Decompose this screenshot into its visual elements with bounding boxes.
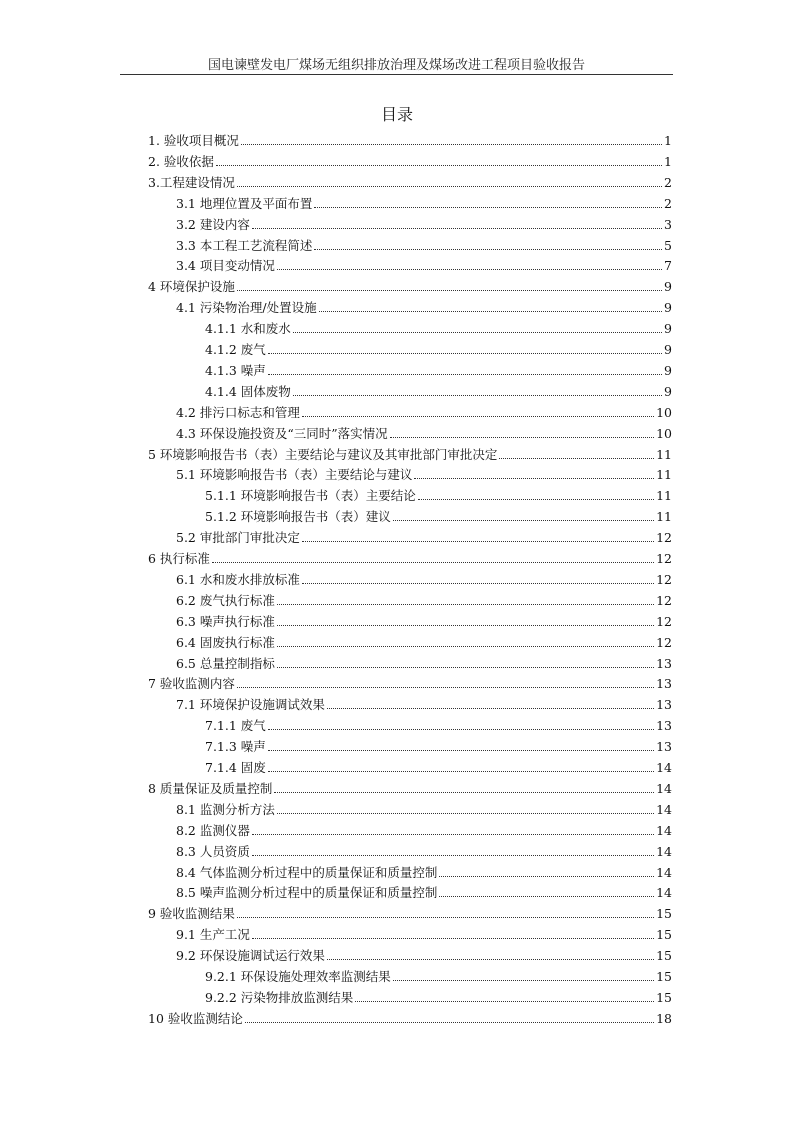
toc-entry-page: 13 — [656, 718, 672, 734]
toc-entry[interactable] — [176, 233, 672, 253]
toc-entry[interactable] — [176, 797, 672, 817]
toc-entry-page: 12 — [656, 571, 672, 587]
toc-entry-label: 3.3 本工程工艺流程简述 — [176, 237, 313, 253]
toc-entry-page: 12 — [656, 551, 672, 566]
toc-entry-label: 6.4 固废执行标准 — [176, 634, 275, 650]
toc-leader-dots — [302, 541, 654, 542]
toc-leader-dots — [268, 750, 654, 751]
toc-entry-page: 11 — [656, 467, 672, 483]
toc-entry[interactable] — [176, 400, 672, 420]
toc-entry[interactable] — [176, 462, 672, 482]
toc-entry[interactable] — [148, 442, 672, 462]
toc-entry-page: 12 — [656, 530, 672, 546]
toc-entry[interactable] — [176, 651, 672, 671]
toc-entry-page: 14 — [656, 843, 672, 859]
toc-entry[interactable] — [176, 880, 672, 900]
toc-entry-page: 12 — [656, 592, 672, 608]
toc-entry-label: 4.1.1 水和废水 — [205, 321, 291, 337]
toc-entry[interactable] — [176, 692, 672, 712]
toc-leader-dots — [277, 667, 654, 668]
toc-entry-page: 10 — [656, 425, 672, 441]
toc-entry-page: 10 — [656, 404, 672, 420]
toc-entry-label: 5 环境影响报告书（表）主要结论与建议及其审批部门审批决定 — [148, 446, 498, 462]
toc-entry[interactable] — [148, 274, 672, 294]
toc-entry-label: 4.1 污染物治理/处置设施 — [176, 300, 317, 316]
toc-leader-dots — [212, 562, 654, 563]
toc-entry-label: 7.1.1 废气 — [205, 718, 266, 734]
toc-entry-page: 14 — [656, 760, 672, 775]
toc-leader-dots — [302, 583, 654, 584]
toc-entry-page: 5 — [664, 237, 672, 253]
toc-entry-label: 9.2.2 污染物排放监测结果 — [205, 989, 354, 1005]
toc-entry-page: 9 — [664, 279, 672, 295]
toc-entry[interactable] — [176, 860, 672, 880]
toc-entry[interactable] — [148, 1006, 672, 1026]
toc-entry-page: 1 — [664, 133, 672, 148]
toc-entry[interactable] — [205, 337, 672, 357]
toc-entry-page: 3 — [664, 216, 672, 232]
toc-leader-dots — [241, 144, 662, 145]
toc-entry[interactable] — [176, 630, 672, 650]
toc-title: 目录 — [380, 105, 413, 124]
toc-leader-dots — [355, 1001, 654, 1002]
toc-entry[interactable] — [176, 191, 672, 211]
toc-leader-dots — [393, 520, 654, 521]
toc-leader-dots — [245, 1022, 654, 1023]
toc-entry-label: 9 验收监测结果 — [148, 906, 235, 922]
toc-entry[interactable] — [176, 588, 672, 608]
toc-leader-dots — [277, 604, 654, 605]
toc-entry-page: 12 — [656, 634, 672, 650]
toc-entry[interactable] — [148, 128, 672, 148]
toc-leader-dots — [277, 813, 654, 814]
toc-entry-label: 3.1 地理位置及平面布置 — [176, 195, 313, 211]
toc-entry[interactable] — [176, 567, 672, 587]
toc-leader-dots — [439, 896, 654, 897]
toc-entry[interactable] — [205, 504, 672, 524]
toc-entry-page: 13 — [656, 655, 672, 671]
toc-entry-label: 9.2.1 环保设施处理效率监测结果 — [205, 969, 391, 984]
toc-entry[interactable] — [205, 379, 672, 399]
toc-entry-label: 5.1.2 环境影响报告书（表）建议 — [205, 509, 391, 525]
toc-entry-label: 5.1 环境影响报告书（表）主要结论与建议 — [176, 467, 413, 483]
toc-entry-page: 18 — [656, 1010, 672, 1026]
toc-entry-label: 8.2 监测仪器 — [176, 822, 250, 838]
toc-entry[interactable] — [148, 546, 672, 566]
toc-leader-dots — [414, 478, 654, 479]
toc-leader-dots — [252, 938, 654, 939]
toc-leader-dots — [216, 165, 662, 166]
toc-entry[interactable] — [205, 964, 672, 984]
toc-leader-dots — [268, 771, 654, 772]
toc-entry-page: 9 — [664, 342, 672, 357]
toc-entry-label: 1. 验收项目概况 — [148, 133, 239, 148]
toc-leader-dots — [277, 646, 654, 647]
toc-entry-page: 12 — [656, 613, 672, 629]
toc-leader-dots — [268, 729, 654, 730]
toc-entry-page: 14 — [656, 780, 672, 796]
header-divider — [120, 74, 673, 75]
toc-entry[interactable] — [176, 212, 672, 232]
toc-leader-dots — [268, 353, 662, 354]
toc-entry-label: 8.1 监测分析方法 — [176, 801, 275, 817]
toc-leader-dots — [418, 499, 654, 500]
toc-entry-label: 8.4 气体监测分析过程中的质量保证和质量控制 — [176, 864, 438, 880]
toc-leader-dots — [237, 917, 654, 918]
toc-entry-label: 9.1 生产工况 — [176, 927, 250, 943]
toc-leader-dots — [319, 311, 662, 312]
toc-entry-page: 2 — [664, 195, 672, 211]
toc-entry-page: 15 — [656, 906, 672, 922]
toc-entry-label: 10 验收监测结论 — [148, 1010, 243, 1026]
toc-entry[interactable] — [205, 985, 672, 1005]
toc-leader-dots — [327, 959, 654, 960]
toc-entry-page: 11 — [656, 446, 672, 462]
toc-entry-label: 2. 验收依据 — [148, 153, 214, 169]
toc-leader-dots — [314, 207, 662, 208]
toc-entry[interactable] — [148, 170, 672, 190]
toc-entry-page: 14 — [656, 864, 672, 880]
toc-entry[interactable] — [176, 943, 672, 963]
toc-entry-label: 7.1 环境保护设施调试效果 — [176, 697, 325, 713]
toc-leader-dots — [327, 708, 654, 709]
toc-leader-dots — [314, 249, 662, 250]
toc-leader-dots — [499, 458, 654, 459]
toc-entry-label: 6.1 水和废水排放标准 — [176, 571, 300, 587]
toc-entry-page: 9 — [664, 383, 672, 399]
toc-entry-page: 13 — [656, 739, 672, 755]
toc-entry[interactable] — [148, 671, 672, 691]
toc-entry-label: 8.5 噪声监测分析过程中的质量保证和质量控制 — [176, 885, 438, 901]
toc-entry-page: 14 — [656, 801, 672, 817]
toc-entry-label: 7.1.3 噪声 — [205, 739, 266, 755]
toc-entry[interactable] — [205, 734, 672, 754]
toc-entry[interactable] — [205, 483, 672, 503]
toc-entry[interactable] — [176, 818, 672, 838]
toc-entry-page: 15 — [656, 969, 672, 984]
toc-entry-label: 5.2 审批部门审批决定 — [176, 530, 300, 546]
toc-entry-page: 15 — [656, 927, 672, 943]
toc-leader-dots — [293, 332, 662, 333]
toc-entry-label: 4.1.4 固体废物 — [205, 383, 291, 399]
toc-entry-label: 8.3 人员资质 — [176, 843, 250, 859]
toc-entry-page: 15 — [656, 948, 672, 964]
toc-entry-label: 8 质量保证及质量控制 — [148, 780, 273, 796]
toc-entry[interactable] — [148, 901, 672, 921]
toc-leader-dots — [252, 855, 654, 856]
toc-entry-page: 9 — [664, 300, 672, 316]
toc-entry-label: 6.2 废气执行标准 — [176, 592, 275, 608]
toc-entry-label: 3.4 项目变动情况 — [176, 258, 275, 274]
toc-entry-label: 9.2 环保设施调试运行效果 — [176, 948, 325, 964]
toc-entry-page: 2 — [664, 174, 672, 190]
toc-leader-dots — [302, 416, 654, 417]
toc-entry[interactable] — [148, 149, 672, 169]
toc-leader-dots — [277, 625, 654, 626]
toc-entry-page: 9 — [664, 321, 672, 337]
toc-leader-dots — [237, 290, 662, 291]
toc-entry-label: 4 环境保护设施 — [148, 279, 235, 295]
toc-leader-dots — [293, 395, 662, 396]
toc-entry-page: 13 — [656, 676, 672, 692]
toc-entry-label: 4.3 环保设施投资及“三同时”落实情况 — [176, 425, 388, 441]
toc-entry[interactable] — [176, 253, 672, 273]
toc-entry-page: 11 — [656, 488, 672, 504]
toc-entry-page: 15 — [656, 989, 672, 1005]
toc-leader-dots — [237, 186, 662, 187]
toc-entry-page: 11 — [656, 509, 672, 525]
toc-entry-label: 3.2 建设内容 — [176, 216, 250, 232]
toc-leader-dots — [390, 437, 654, 438]
toc-entry[interactable] — [176, 609, 672, 629]
toc-entry[interactable] — [205, 316, 672, 336]
toc-entry-page: 14 — [656, 822, 672, 838]
toc-leader-dots — [274, 792, 654, 793]
toc-entry[interactable] — [176, 839, 672, 859]
toc-entry[interactable] — [176, 525, 672, 545]
toc-entry-label: 6.3 噪声执行标准 — [176, 613, 275, 629]
toc-entry-label: 4.1.3 噪声 — [205, 362, 266, 378]
toc-entry-label: 7.1.4 固废 — [205, 760, 266, 775]
toc-entry-page: 1 — [664, 153, 672, 169]
toc-entry-label: 5.1.1 环境影响报告书（表）主要结论 — [205, 488, 416, 504]
toc-entry-label: 6.5 总量控制指标 — [176, 655, 275, 671]
toc-entry-label: 3.工程建设情况 — [148, 174, 235, 190]
toc-entry[interactable] — [176, 295, 672, 315]
toc-leader-dots — [252, 834, 654, 835]
toc-entry-label: 7 验收监测内容 — [148, 676, 235, 692]
toc-leader-dots — [439, 876, 654, 877]
toc-entry[interactable] — [205, 755, 672, 775]
toc-leader-dots — [252, 228, 662, 229]
page-header: 国电谏壁发电厂煤场无组织排放治理及煤场改进工程项目验收报告 — [207, 58, 585, 73]
toc-entry[interactable] — [205, 358, 672, 378]
toc-entry[interactable] — [148, 776, 672, 796]
toc-entry-label: 4.1.2 废气 — [205, 342, 266, 357]
toc-leader-dots — [268, 374, 662, 375]
toc-entry[interactable] — [205, 713, 672, 733]
toc-entry-page: 14 — [656, 885, 672, 901]
toc-leader-dots — [277, 269, 662, 270]
toc-leader-dots — [237, 687, 654, 688]
toc-entry-label: 4.2 排污口标志和管理 — [176, 404, 300, 420]
toc-entry-page: 9 — [664, 362, 672, 378]
toc-entry-label: 6 执行标准 — [148, 551, 210, 566]
toc-entry[interactable] — [176, 922, 672, 942]
toc-entry-page: 13 — [656, 697, 672, 713]
toc-entry[interactable] — [176, 421, 672, 441]
toc-leader-dots — [393, 980, 654, 981]
toc-entry-page: 7 — [664, 258, 672, 274]
